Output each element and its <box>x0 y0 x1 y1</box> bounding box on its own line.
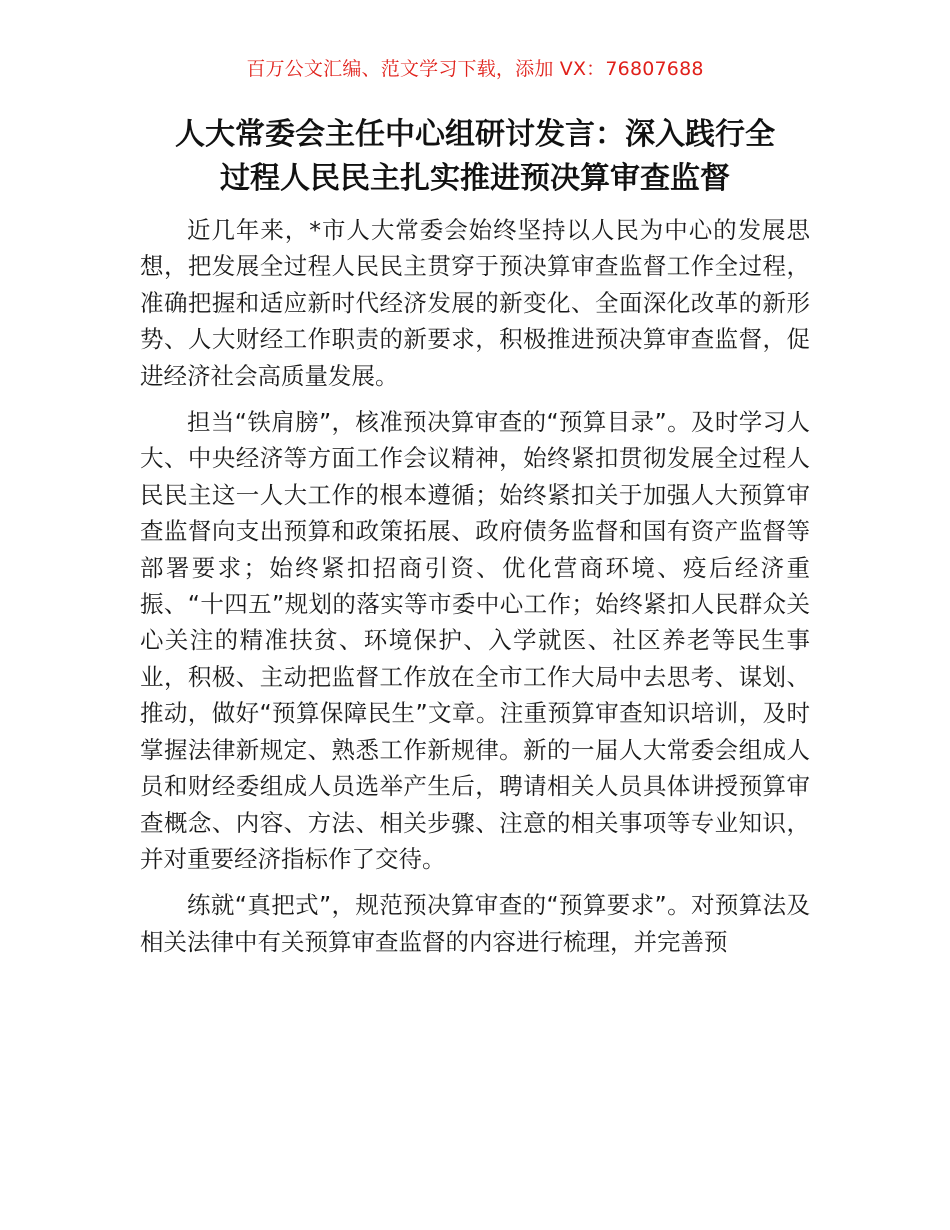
title-line-2: 过程人民民主扎实推进预决算审查监督 <box>220 161 730 196</box>
paragraph: 练就“真把式”，规范预决算审查的“预算要求”。对预算法及相关法律中有关预算审查监督的内容进行梳理，并完善预 <box>140 891 810 956</box>
title-line-1: 人大常委会主任中心组研讨发言：深入践行全 <box>175 117 775 152</box>
document-body <box>140 212 810 970</box>
paragraph: 担当“铁肩膀”，核准预决算审查的“预算目录”。及时学习人大、中央经济等方面工作会议精神，始终紧扣贯彻发展全过程人民民主这一人大工作的根本遵循；始终紧扣关于加强人大预算审查监督向支出预算和政策拓展、政府债务监督和国有资产监督等部署要求；始终紧扣招商引资、优化营商环境、疫后经济重振、“十四五”规划的落实等市委中心工作；始终紧扣人民群众关心关注的精准扶贫、环境保护、入学就医、社区养老等民生事业，积极、主动把监督工作放在全市工作大局中去思考、谋划、推动，做好“预算保障民生”文章。注重预算审查知识培训，及时掌握法律新规定、熟悉工作新规律。新的一届人大常委会组成人员和财经委组成人员选举产生后，聘请相关人员具体讲授预算审查概念、内容、方法、相关步骤、注意的相关事项等专业知识，并对重要经济指标作了交待。 <box>140 408 810 873</box>
promo-banner: 百万公文汇编、范文学习下载，添加 VX：76807688 <box>246 58 704 80</box>
paragraph: 近几年来，*市人大常委会始终坚持以人民为中心的发展思想，把发展全过程人民民主贯穿于预决算审查监督工作全过程，准确把握和适应新时代经济发展的新变化、全面深化改革的新形势、人大财经工作职责的新要求，积极推进预决算审查监督，促进经济社会高质量发展。 <box>140 216 810 390</box>
document-title <box>120 113 830 201</box>
